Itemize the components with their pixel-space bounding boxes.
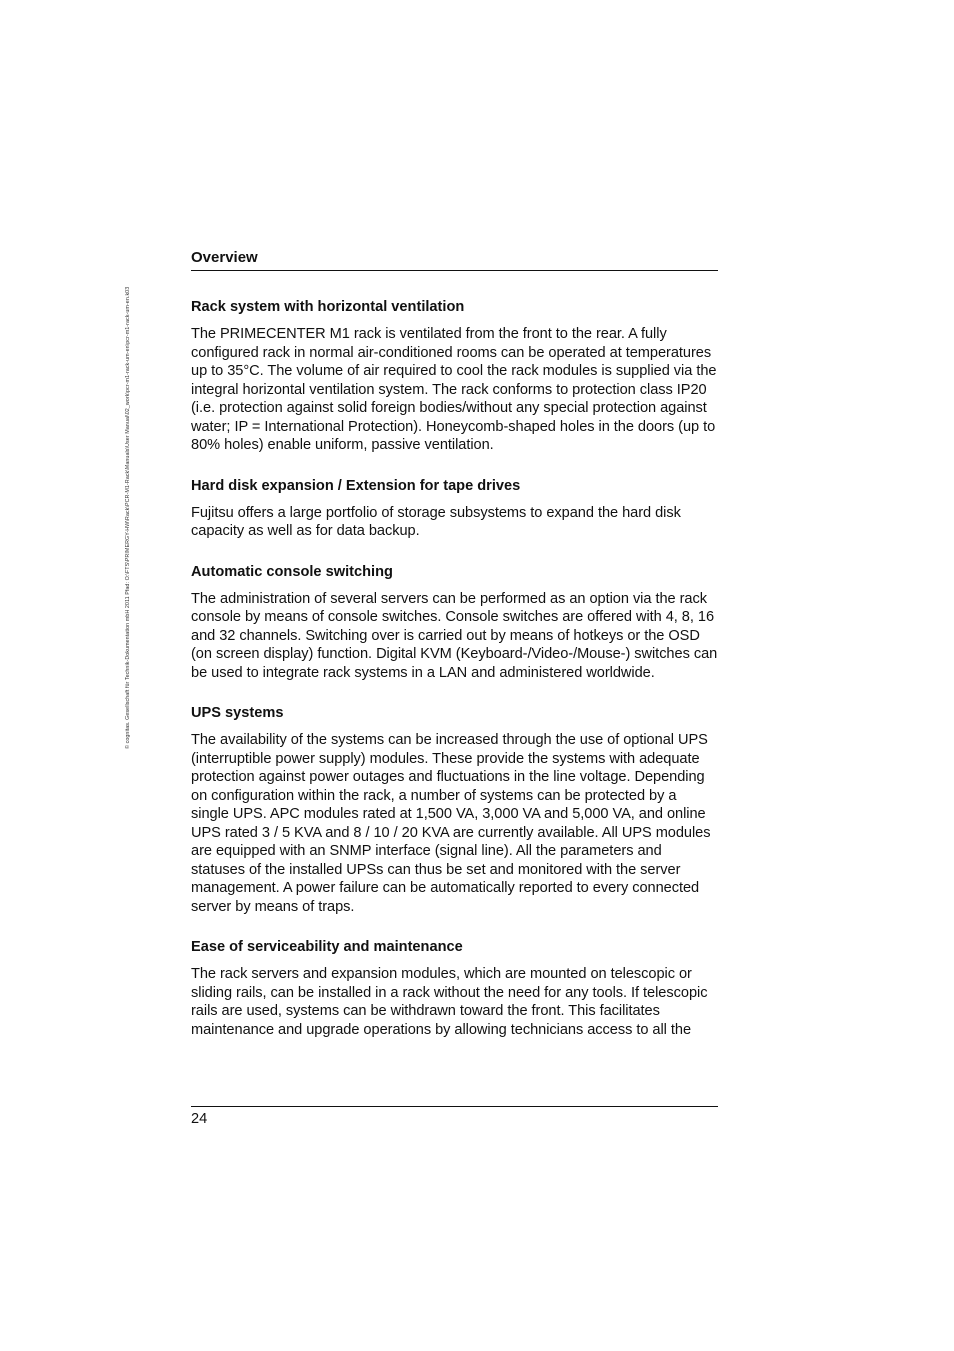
document-page [191, 0, 718, 1351]
running-head: Overview [191, 249, 258, 266]
section-body: The PRIMECENTER M1 rack is ventilated from the front to the rear. A fully configured rack in normal air-conditioned rooms can be operated at temperatures up to 35°C. The volume of air required to cool the rack modules is supplied via the integral horizontal ventilation system. The rack conforms to protection class IP20 (i.e. protection against solid foreign bodies/without any special protection against water; IP = International Protection). Honeycomb-shaped holes in the doors (up to 80% holes) enable uniform, passive ventilation. [191, 326, 717, 453]
page-number: 24 [191, 1111, 208, 1127]
section-heading: UPS systems [191, 705, 284, 721]
section-body: The availability of the systems can be increased through the use of optional UPS (interruptible power supply) modules. These provide the systems with adequate protection against power outages and fluctuations in the line voltage. Depending on configuration within the rack, a number of systems can be protected by a single UPS. APC modules rated at 1,500 VA, 3,000 VA and 5,000 VA, and online UPS rated 3 / 5 KVA and 8 / 10 / 20 KVA are currently available. All UPS modules are equipped with an SNMP interface (signal line). All the parameters and statuses of the installed UPSs can thus be set and monitored with the server management. A power failure can be automatically reported to every connected server by means of traps. [191, 732, 711, 915]
section-heading: Ease of serviceability and maintenance [191, 939, 463, 955]
section-hard-disk-expansion [191, 476, 718, 541]
section-ups-systems [191, 703, 718, 916]
section-heading: Rack system with horizontal ventilation [191, 299, 465, 315]
section-rack-ventilation [191, 297, 718, 455]
side-margin-note: © cognitas. Gesellschaft für Technik-Dokumentation mbH 2011 Pfad: O:\FTS\PRIMERGY-HW\Rack\PCR-M1-Rack\Manuals\User Manual\02_work\pcr-m1-rack-um-en\pcr-m1-rack-um-en.k03 [125, 286, 131, 749]
section-heading: Hard disk expansion / Extension for tape drives [191, 477, 521, 494]
section-serviceability [191, 937, 718, 1039]
page-content [191, 297, 718, 1060]
footer-rule [191, 1106, 718, 1107]
header-rule [191, 270, 718, 271]
section-body: Fujitsu offers a large portfolio of storage subsystems to expand the hard disk capacity as well as for data backup. [191, 504, 681, 539]
section-body: The rack servers and expansion modules, which are mounted on telescopic or sliding rails, can be installed in a rack without the need for any tools. If telescopic rails are used, systems can be withdrawn toward the front. This facilitates maintenance and upgrade operations by allowing technicians access to all the [191, 966, 708, 1038]
section-heading: Automatic console switching [191, 563, 393, 580]
section-body: The administration of several servers can be performed as an option via the rack console by means of console switches. Console switches are offered with 4, 8, 16 and 32 channels. Switching over is carried out by means of hotkeys or the OSD (on screen display) function. Digital KVM (Keyboard-/Video-/Mouse-) switches can be used to integrate rack systems in a LAN and administered worldwide. [191, 590, 718, 681]
section-console-switching [191, 562, 718, 683]
